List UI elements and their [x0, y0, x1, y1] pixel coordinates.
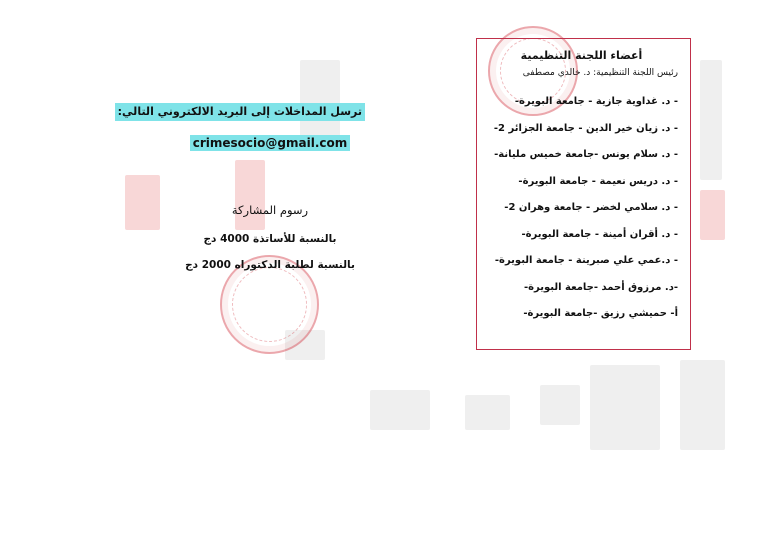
list-item: - د. سلام يونس -جامعة خميس مليانة-: [494, 149, 678, 160]
email-instruction-text: ترسل المداخلات إلى البريد الالكتروني التالي:: [115, 103, 365, 121]
fees-title: رسوم المشاركة: [231, 203, 309, 217]
contact-email[interactable]: [175, 135, 365, 151]
bleed-through-block: [680, 360, 725, 450]
submission-info: [117, 100, 365, 271]
bleed-through-block: [700, 60, 722, 180]
bleed-through-block: [465, 395, 510, 430]
list-item: أ- حميشي رزيق -جامعة البويرة-: [523, 308, 678, 319]
list-item: - د. زيان خير الدين - جامعة الجزائر 2-: [493, 122, 678, 134]
list-item: - د. أقران أمينة - جامعة البويرة-: [521, 228, 678, 240]
list-item: - د. غداوية جازية - جامعة البويرة-: [514, 96, 678, 107]
fee-professors: بالنسبة للأساتذة 4000 دج: [203, 233, 337, 245]
committee-chair: رئيس اللجنة التنظيمية: د. خالدي مصطفى: [522, 68, 678, 78]
list-item: -د. مرزوق أحمد -جامعة البويرة-: [523, 281, 678, 293]
bleed-through-block: [370, 390, 430, 430]
bleed-through-block: [540, 385, 580, 425]
list-item: - د. سلامي لخضر - جامعة وهران 2-: [504, 202, 678, 213]
bleed-through-block: [700, 190, 725, 240]
list-item: - د.عمي علي صبرينة - جامعة البويرة-: [494, 255, 678, 266]
fee-phd-students: بالنسبة لطلبة الدكتوراه 2000 دج: [185, 259, 355, 271]
organizing-committee-box: [476, 38, 691, 350]
list-item: - د. دريس نعيمة - جامعة البويرة-: [518, 175, 678, 187]
contact-email-text[interactable]: crimesocio@gmail.com: [190, 135, 350, 151]
bleed-through-block: [590, 365, 660, 450]
email-instruction: [117, 100, 365, 121]
committee-members-list: [485, 89, 678, 328]
committee-title: أعضاء اللجنة التنظيمية: [520, 49, 643, 62]
bleed-through-block: [125, 175, 160, 230]
